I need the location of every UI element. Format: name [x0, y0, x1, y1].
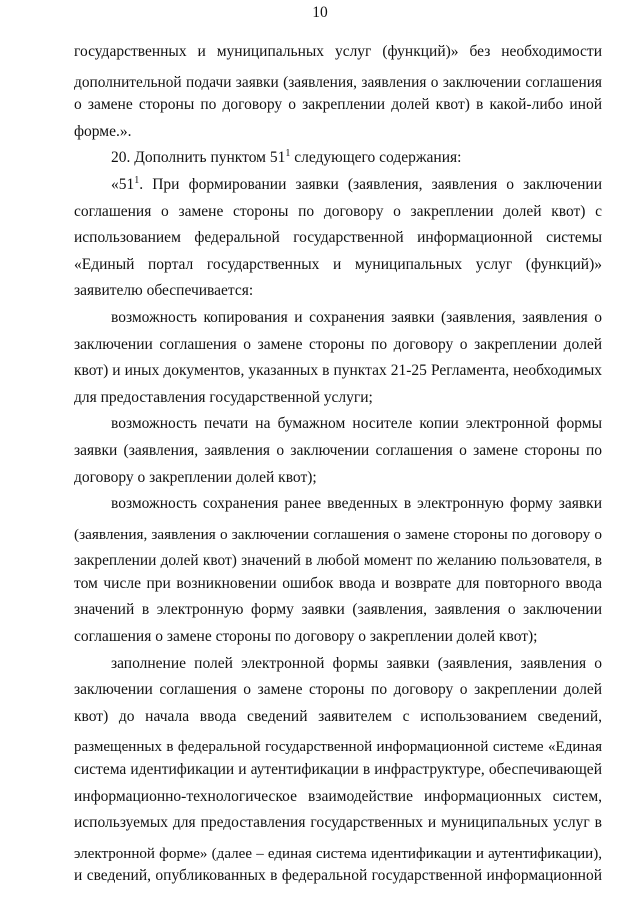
text-line: соглашения о замене стороны по договору о закреплении долей квот); — [74, 628, 538, 646]
superscript: 1 — [285, 148, 291, 160]
text-line: возможность печати на бумажном носителе копии электронной формы — [111, 415, 602, 433]
text-line: использованием федеральной государственной информационной системы — [74, 229, 602, 247]
text-line: договору о закреплении долей квот); — [74, 468, 317, 486]
text-line: (заявления, заявления о заключении соглашения о замене стороны по договору о — [74, 525, 602, 543]
text-line: заполнение полей электронной формы заявки (заявления, заявления о — [111, 654, 602, 672]
page-number: 10 — [312, 4, 328, 21]
text-line: используемых для предоставления государственных и муниципальных услуг в — [74, 814, 602, 832]
text-line: возможность сохранения ранее введенных в электронную форму заявки — [111, 495, 602, 513]
text-line: форме.». — [74, 122, 132, 140]
text-line: электронной форме» (далее – единая система идентификации и аутентификации), — [74, 845, 602, 862]
text-line: и сведений, опубликованных в федеральной государственной информационной — [74, 867, 602, 885]
text-line: о замене стороны по договору о закреплении долей квот) в какой-либо иной — [74, 96, 602, 114]
text-line: закреплении долей квот) значений в любой момент по желанию пользователя, в — [74, 552, 602, 570]
text-line — [74, 149, 602, 176]
document-body — [74, 43, 602, 894]
text-line: заявки (заявления, заявления о заключении соглашения о замене стороны по — [74, 441, 602, 459]
text-line: государственных и муниципальных услуг (функций)» без необходимости — [74, 43, 602, 60]
text-line: значений в электронную форму заявки (заявления, заявления о заключении — [74, 601, 602, 619]
text-line: заявителю обеспечивается: — [74, 282, 254, 300]
text-line-part: следующего содержания: — [290, 149, 462, 167]
text-line: размещенных в федеральной государственной информационной системе «Единая — [74, 739, 602, 756]
text-line: соглашения о замене стороны по договору о закреплении долей квот) с — [74, 202, 602, 220]
text-line: для предоставления государственной услуги; — [74, 388, 373, 406]
text-line: «Единый портал государственных и муниципальных услуг (функций)» — [74, 255, 602, 273]
text-line: возможность копирования и сохранения заявки (заявления, заявления о — [111, 308, 602, 326]
text-line: информационно-технологическое взаимодействие информационных систем, — [74, 787, 602, 805]
text-line: система идентификации и аутентификации в инфраструктуре, обеспечивающей — [74, 761, 602, 779]
text-line: том числе при возникновении ошибок ввода и возврате для повторного ввода — [74, 574, 602, 592]
text-line — [74, 176, 602, 203]
text-line: дополнительной подачи заявки (заявления, заявления о заключении соглашения — [74, 73, 602, 91]
text-line: квот) до начала ввода сведений заявителем с использованием сведений, — [74, 707, 602, 725]
text-line-part: . При формировании заявки (заявления, заявления о заключении — [139, 175, 602, 193]
superscript: 1 — [134, 174, 140, 186]
text-line: заключении соглашения о замене стороны по договору о закреплении долей — [74, 335, 602, 353]
text-line: заключении соглашения о замене стороны по договору о закреплении долей — [74, 681, 602, 699]
text-line-part: 20. Дополнить пунктом 51 — [111, 149, 286, 167]
text-line: квот) и иных документов, указанных в пунктах 21-25 Регламента, необходимых — [74, 362, 602, 380]
text-line-part: «51 — [111, 175, 135, 193]
